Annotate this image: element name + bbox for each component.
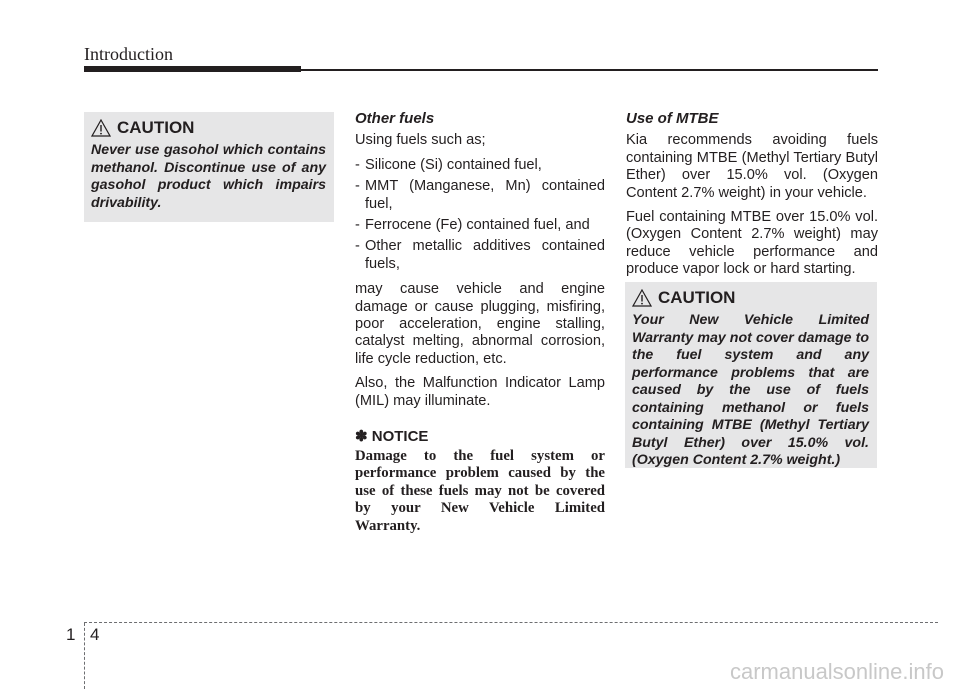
other-fuels-section	[355, 110, 605, 535]
other-fuels-intro: Using fuels such as;	[355, 132, 486, 149]
mtbe-paragraph-2: Fuel containing MTBE over 15.0% vol. (Oxygen Content 2.7% weight) may reduce vehicle performance and produce vapor lock or hard starting.	[626, 209, 878, 278]
notice-heading: ✽ NOTICE	[355, 428, 429, 446]
caution-box-warranty	[625, 282, 877, 468]
header-rule-thick	[84, 66, 301, 72]
caution-label: CAUTION	[117, 118, 195, 137]
other-fuels-title: Other fuels	[355, 110, 435, 127]
mtbe-paragraph-1: Kia recommends avoiding fuels containing MTBE (Methyl Tertiary Butyl Ether) over 15.0% vol. (Oxygen Content 2.7% weight) in your vehicle.	[626, 132, 878, 201]
mtbe-section	[626, 110, 878, 286]
fuel-list	[355, 157, 605, 273]
caution-text: Never use gasohol which contains methanol. Discontinue use of any gasohol product which impairs drivability.	[91, 142, 326, 211]
page-number: 4	[90, 625, 100, 644]
caution-box-gasohol	[84, 112, 334, 222]
fuel-list-item: - MMT (Manganese, Mn) contained fuel,	[355, 178, 605, 213]
warning-triangle-icon	[91, 119, 111, 137]
watermark: carmanualsonline.info	[729, 659, 944, 684]
other-fuels-mil: Also, the Malfunction Indicator Lamp (MIL) may illuminate.	[355, 375, 605, 409]
page-header-title: Introduction	[84, 44, 173, 64]
notice-text: Damage to the fuel system or performance problem caused by the use of these fuels may not be covered by your New Vehicle Limited Warranty.	[355, 447, 605, 534]
header-rule-thin	[301, 69, 878, 71]
caution-text: Your New Vehicle Limited Warranty may not cover damage to the fuel system and any performance problems that are caused by the use of fuels containing methanol or fuels containing MTBE (Methyl Tertiary Butyl Ether) over 15.0% vol. (Oxygen Content 2.7% weight.)	[632, 312, 869, 468]
chapter-number: 1	[66, 625, 76, 644]
caution-label: CAUTION	[658, 288, 736, 307]
fuel-list-item: - Other metallic additives contained fuels,	[355, 238, 605, 273]
footer-vertical-divider	[84, 623, 85, 689]
footer-divider	[84, 622, 938, 623]
mtbe-title: Use of MTBE	[626, 110, 719, 127]
other-fuels-effect: may cause vehicle and engine damage or cause plugging, misfiring, poor acceleration, engine stalling, catalyst melting, abnormal corrosion, life cycle reduction, etc.	[355, 281, 605, 367]
fuel-list-item: - Silicone (Si) contained fuel,	[355, 157, 605, 174]
fuel-list-item: - Ferrocene (Fe) contained fuel, and	[355, 217, 605, 234]
caution-heading	[632, 288, 869, 308]
warning-triangle-icon	[632, 289, 652, 307]
caution-heading	[91, 118, 326, 138]
